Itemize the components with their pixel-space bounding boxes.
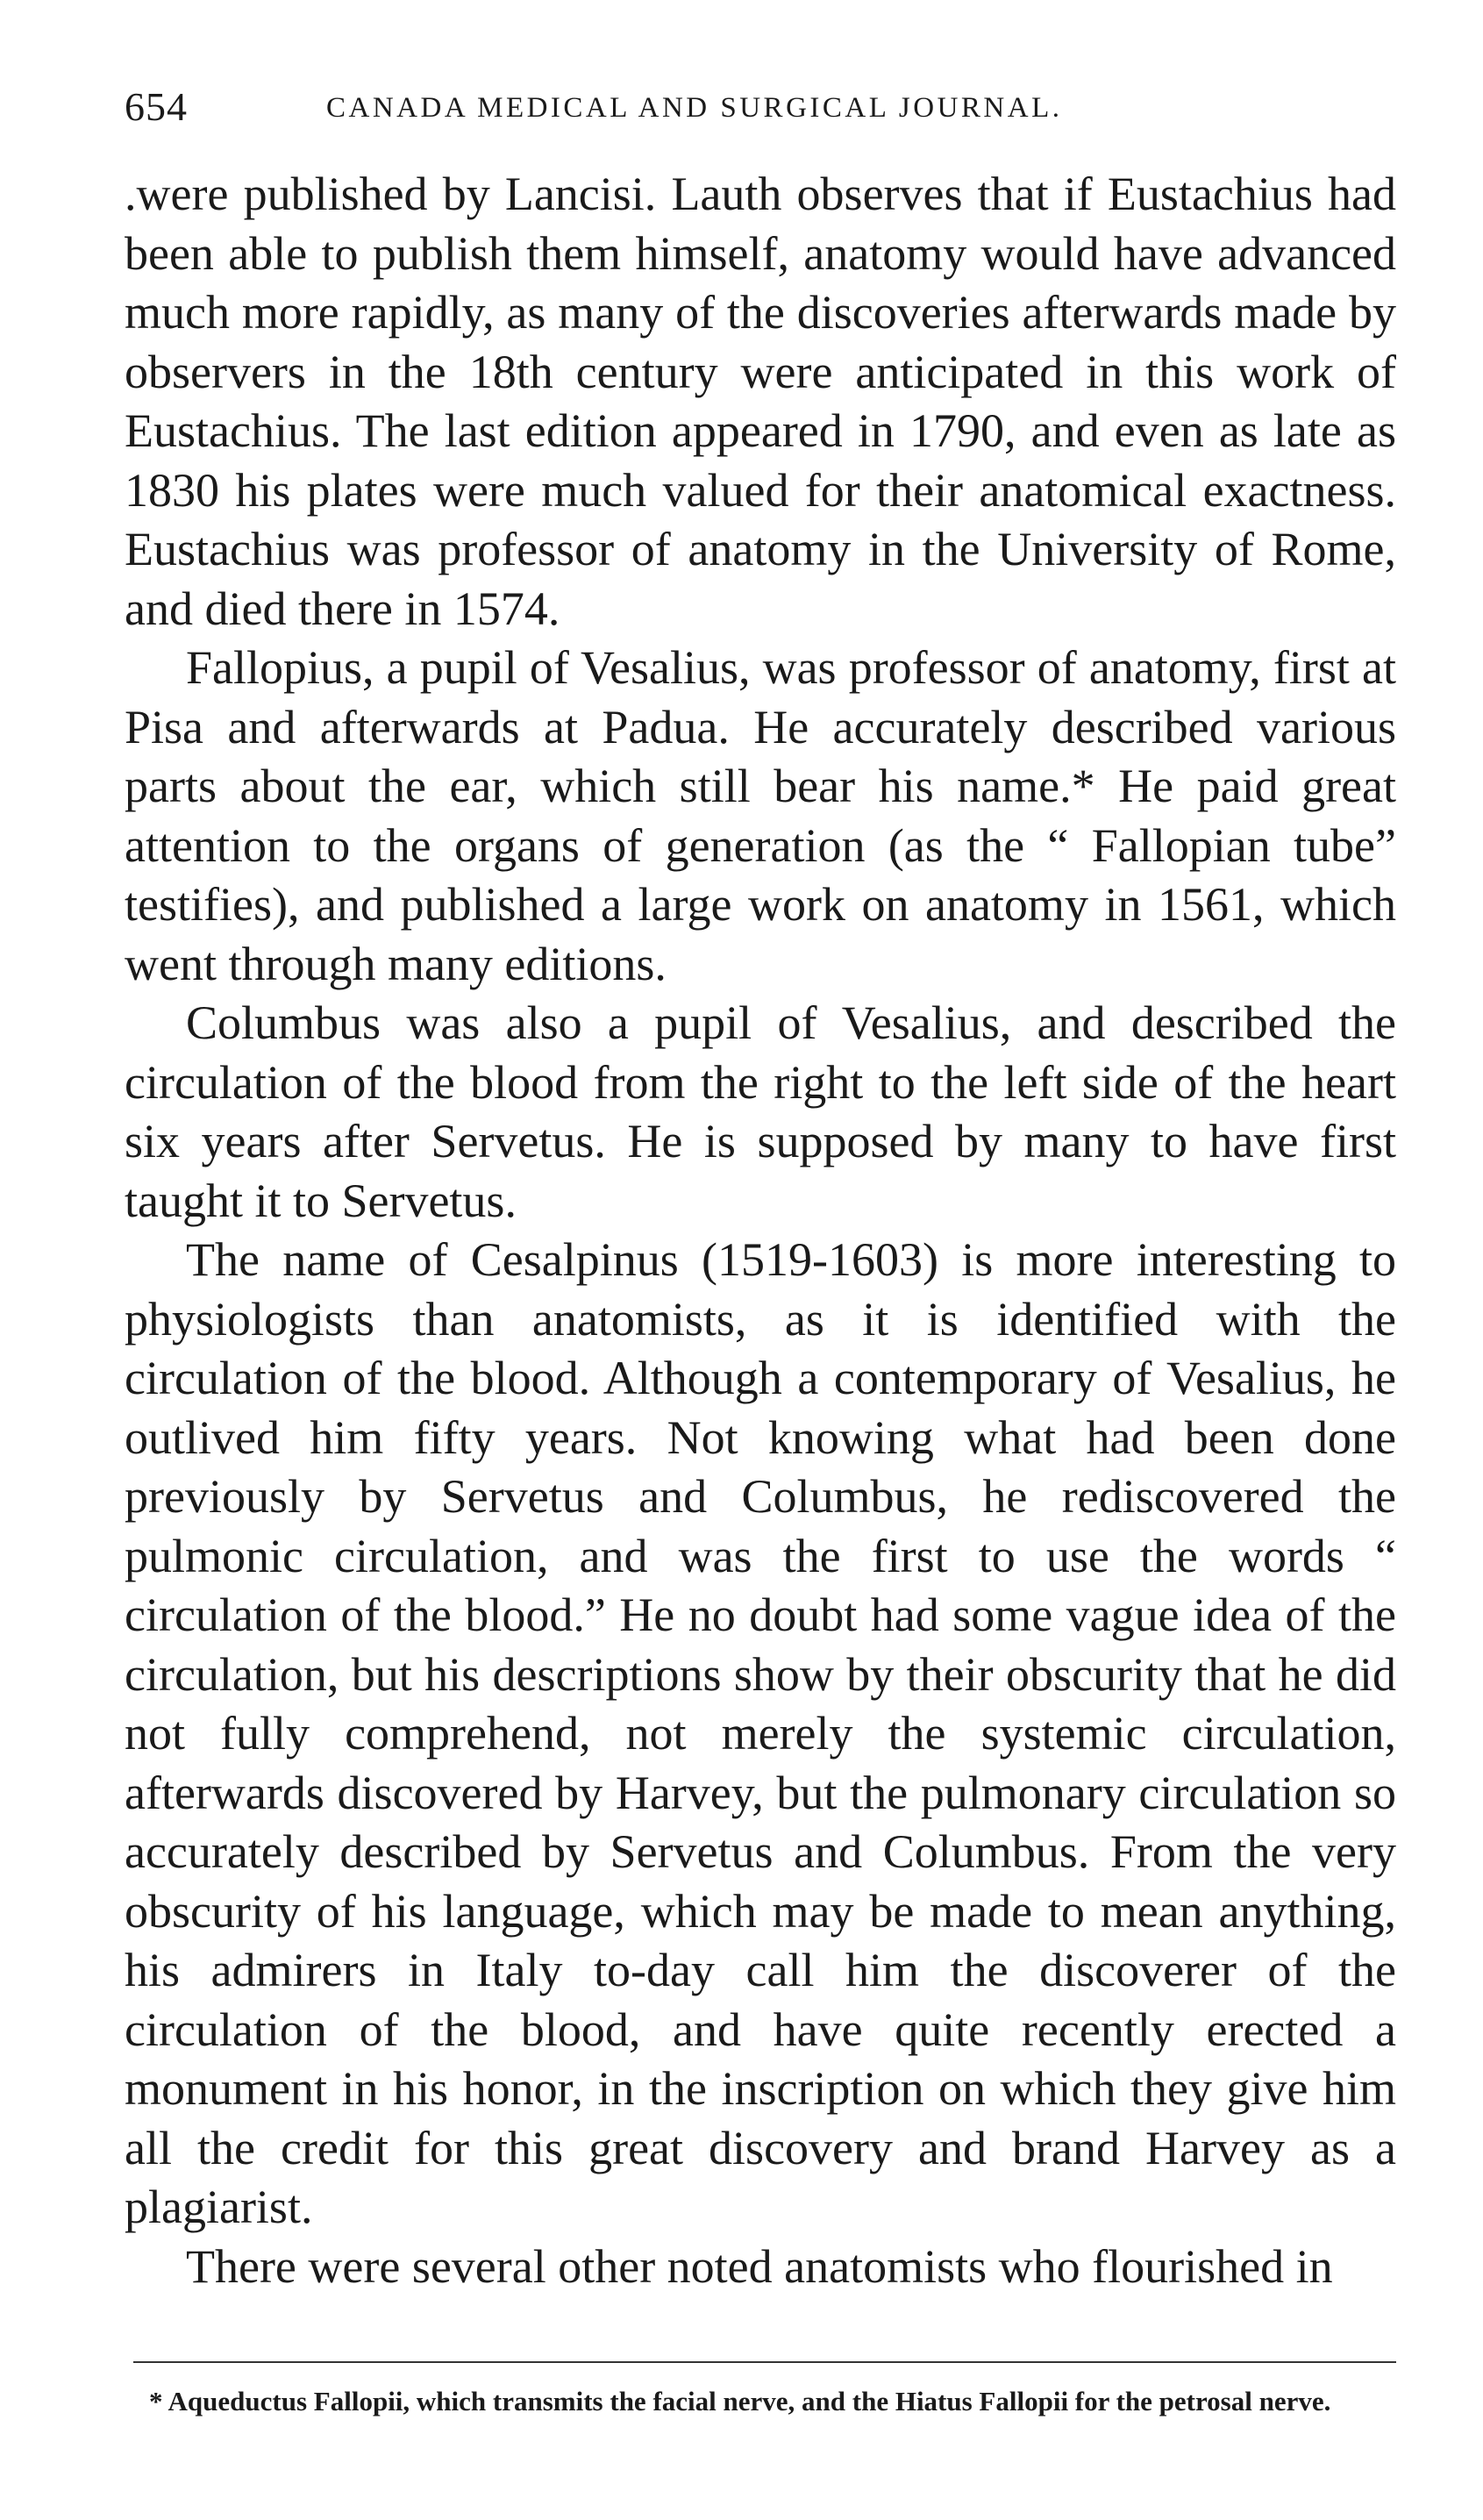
body-text bbox=[125, 165, 1396, 2296]
footnote-divider bbox=[133, 2361, 1396, 2363]
paragraph-fallopius: Fallopius, a pupil of Vesalius, was professor of anatomy, first at Pisa and afterwards at Padua. He accurately described various parts about the ear, which still bear his name.* He paid great attention to the organs of generation (as the “ Fallopian tube” testifies), and published a large work on anatomy in 1561, which went through many editions. bbox=[125, 641, 1396, 990]
paragraph-cesalpinus: The name of Cesalpinus (1519-1603) is more interesting to physiologists than anatomists, as it is identified with the circulation of the blood. Although a contemporary of Vesalius, he outlived him fifty years. Not knowing what had been done previously by Servetus and Columbus, he rediscovered the pulmonic circulation, and was the first to use the words “ circulation of the blood.” He no doubt had some vague idea of the circulation, but his descriptions show by their obscurity that he did not fully comprehend, not merely the systemic circulation, afterwards discovered by Harvey, but the pulmonary circulation so accurately described by Servetus and Columbus. From the very obscurity of his language, which may be made to mean anything, his admirers in Italy to-day call him the discoverer of the circulation of the blood, and have quite recently erected a monument in his honor, in the inscription on which they give him all the credit for this great discovery and brand Harvey as a plagiarist. bbox=[125, 1233, 1396, 2233]
footnote-marker: * bbox=[149, 2386, 163, 2416]
page-number: 654 bbox=[125, 84, 188, 129]
running-head bbox=[125, 81, 1396, 133]
paragraph-eustachius: .were published by Lancisi. Lauth observes that if Eustachius had been able to publish them himself, anatomy would have advanced much more rapidly, as many of the discoveries afterwards made by observers in the 18th century were anticipated in this work of Eustachius. The last edition appeared in 1790, and even as late as 1830 his plates were much valued for their anatomical exactness. Eustachius was professor of anatomy in the University of Rome, and died there in 1574. bbox=[125, 168, 1396, 635]
paragraph-columbus: Columbus was also a pupil of Vesalius, and described the circulation of the blood from the right to the left side of the heart six years after Servetus. He is supposed by many to have first taught it to Servetus. bbox=[125, 996, 1396, 1227]
footnote-text: Aqueductus Fallopii, which transmits the facial nerve, and the Hiatus Fallopii for the petrosal nerve. bbox=[168, 2386, 1331, 2416]
journal-title: CANADA MEDICAL AND SURGICAL JOURNAL. bbox=[326, 92, 1063, 124]
footnote bbox=[125, 2381, 1396, 2422]
paragraph-other-anatomists: There were several other noted anatomists who flourished in bbox=[186, 2239, 1333, 2293]
